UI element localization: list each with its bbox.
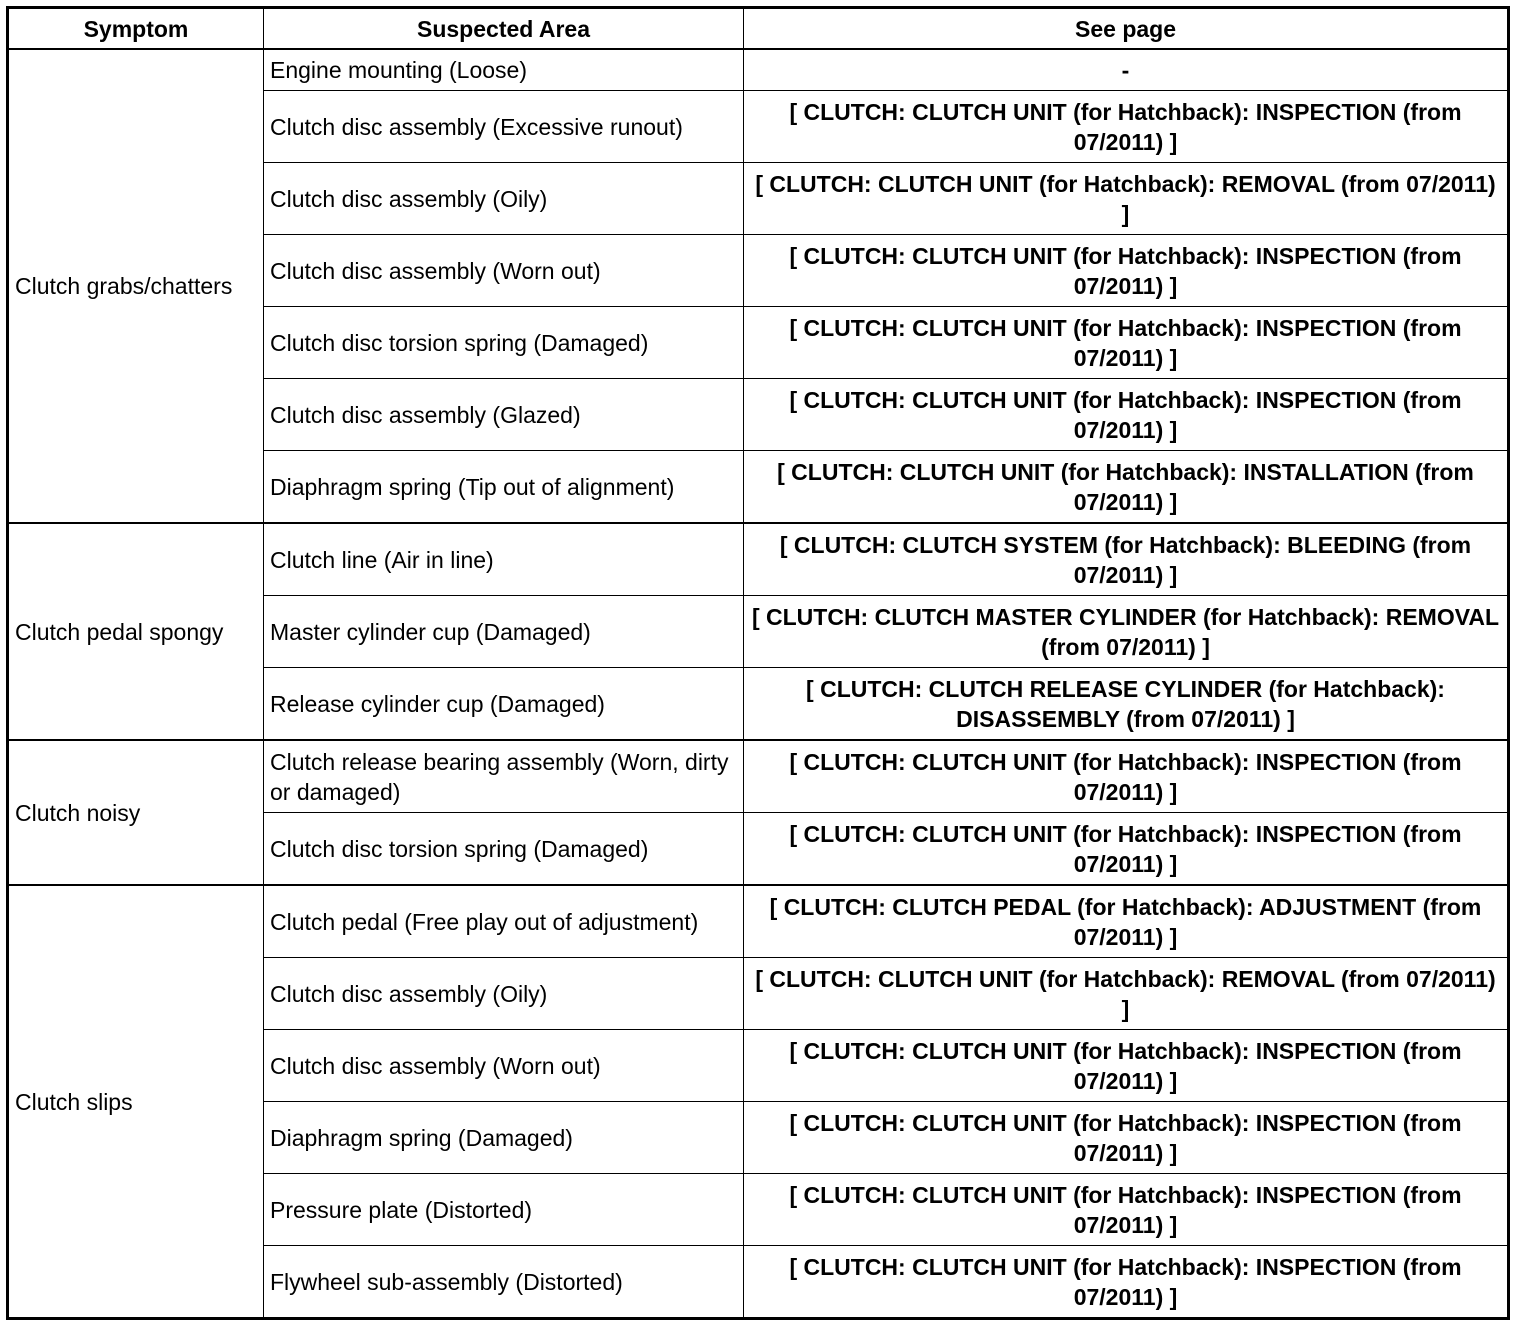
suspected-area-cell: Clutch disc torsion spring (Damaged) bbox=[264, 813, 744, 886]
header-see-page: See page bbox=[744, 8, 1509, 50]
see-page-link[interactable]: [ CLUTCH: CLUTCH SYSTEM (for Hatchback): BLEEDING (from 07/2011) ] bbox=[744, 523, 1509, 596]
see-page-cell: - bbox=[744, 49, 1509, 91]
table-row bbox=[8, 885, 1509, 958]
see-page-link[interactable]: [ CLUTCH: CLUTCH UNIT (for Hatchback): INSPECTION (from 07/2011) ] bbox=[744, 235, 1509, 307]
suspected-area-cell: Engine mounting (Loose) bbox=[264, 49, 744, 91]
symptom-cell: Clutch slips bbox=[8, 885, 264, 1319]
suspected-area-cell: Flywheel sub-assembly (Distorted) bbox=[264, 1246, 744, 1319]
see-page-link[interactable]: [ CLUTCH: CLUTCH UNIT (for Hatchback): INSPECTION (from 07/2011) ] bbox=[744, 379, 1509, 451]
see-page-link[interactable]: [ CLUTCH: CLUTCH UNIT (for Hatchback): INSTALLATION (from 07/2011) ] bbox=[744, 451, 1509, 524]
suspected-area-cell: Clutch release bearing assembly (Worn, dirty or damaged) bbox=[264, 740, 744, 813]
table-row bbox=[8, 740, 1509, 813]
suspected-area-cell: Master cylinder cup (Damaged) bbox=[264, 596, 744, 668]
symptom-cell: Clutch pedal spongy bbox=[8, 523, 264, 740]
suspected-area-cell: Clutch disc assembly (Oily) bbox=[264, 958, 744, 1030]
see-page-link[interactable]: [ CLUTCH: CLUTCH UNIT (for Hatchback): INSPECTION (from 07/2011) ] bbox=[744, 91, 1509, 163]
suspected-area-cell: Clutch disc assembly (Glazed) bbox=[264, 379, 744, 451]
see-page-link[interactable]: [ CLUTCH: CLUTCH UNIT (for Hatchback): INSPECTION (from 07/2011) ] bbox=[744, 740, 1509, 813]
suspected-area-cell: Clutch disc assembly (Worn out) bbox=[264, 1030, 744, 1102]
see-page-link[interactable]: [ CLUTCH: CLUTCH UNIT (for Hatchback): INSPECTION (from 07/2011) ] bbox=[744, 307, 1509, 379]
see-page-link[interactable]: [ CLUTCH: CLUTCH UNIT (for Hatchback): INSPECTION (from 07/2011) ] bbox=[744, 1102, 1509, 1174]
table-row bbox=[8, 523, 1509, 596]
see-page-link[interactable]: [ CLUTCH: CLUTCH UNIT (for Hatchback): REMOVAL (from 07/2011) ] bbox=[744, 958, 1509, 1030]
suspected-area-cell: Clutch line (Air in line) bbox=[264, 523, 744, 596]
symptom-cell: Clutch noisy bbox=[8, 740, 264, 885]
header-suspected-area: Suspected Area bbox=[264, 8, 744, 50]
suspected-area-cell: Clutch disc torsion spring (Damaged) bbox=[264, 307, 744, 379]
see-page-link[interactable]: [ CLUTCH: CLUTCH UNIT (for Hatchback): INSPECTION (from 07/2011) ] bbox=[744, 1246, 1509, 1319]
symptom-cell: Clutch grabs/chatters bbox=[8, 49, 264, 523]
see-page-link[interactable]: [ CLUTCH: CLUTCH UNIT (for Hatchback): REMOVAL (from 07/2011) ] bbox=[744, 163, 1509, 235]
table-row bbox=[8, 49, 1509, 91]
see-page-link[interactable]: [ CLUTCH: CLUTCH RELEASE CYLINDER (for Hatchback): DISASSEMBLY (from 07/2011) ] bbox=[744, 668, 1509, 741]
suspected-area-cell: Diaphragm spring (Damaged) bbox=[264, 1102, 744, 1174]
suspected-area-cell: Clutch disc assembly (Excessive runout) bbox=[264, 91, 744, 163]
suspected-area-cell: Release cylinder cup (Damaged) bbox=[264, 668, 744, 741]
see-page-link[interactable]: [ CLUTCH: CLUTCH UNIT (for Hatchback): INSPECTION (from 07/2011) ] bbox=[744, 1030, 1509, 1102]
see-page-link[interactable]: [ CLUTCH: CLUTCH UNIT (for Hatchback): INSPECTION (from 07/2011) ] bbox=[744, 813, 1509, 886]
suspected-area-cell: Clutch pedal (Free play out of adjustment) bbox=[264, 885, 744, 958]
suspected-area-cell: Diaphragm spring (Tip out of alignment) bbox=[264, 451, 744, 524]
see-page-link[interactable]: [ CLUTCH: CLUTCH MASTER CYLINDER (for Hatchback): REMOVAL (from 07/2011) ] bbox=[744, 596, 1509, 668]
see-page-link[interactable]: [ CLUTCH: CLUTCH PEDAL (for Hatchback): ADJUSTMENT (from 07/2011) ] bbox=[744, 885, 1509, 958]
troubleshooting-table bbox=[6, 6, 1510, 1320]
header-symptom: Symptom bbox=[8, 8, 264, 50]
suspected-area-cell: Clutch disc assembly (Worn out) bbox=[264, 235, 744, 307]
see-page-link[interactable]: [ CLUTCH: CLUTCH UNIT (for Hatchback): INSPECTION (from 07/2011) ] bbox=[744, 1174, 1509, 1246]
header-row bbox=[8, 8, 1509, 50]
suspected-area-cell: Clutch disc assembly (Oily) bbox=[264, 163, 744, 235]
suspected-area-cell: Pressure plate (Distorted) bbox=[264, 1174, 744, 1246]
